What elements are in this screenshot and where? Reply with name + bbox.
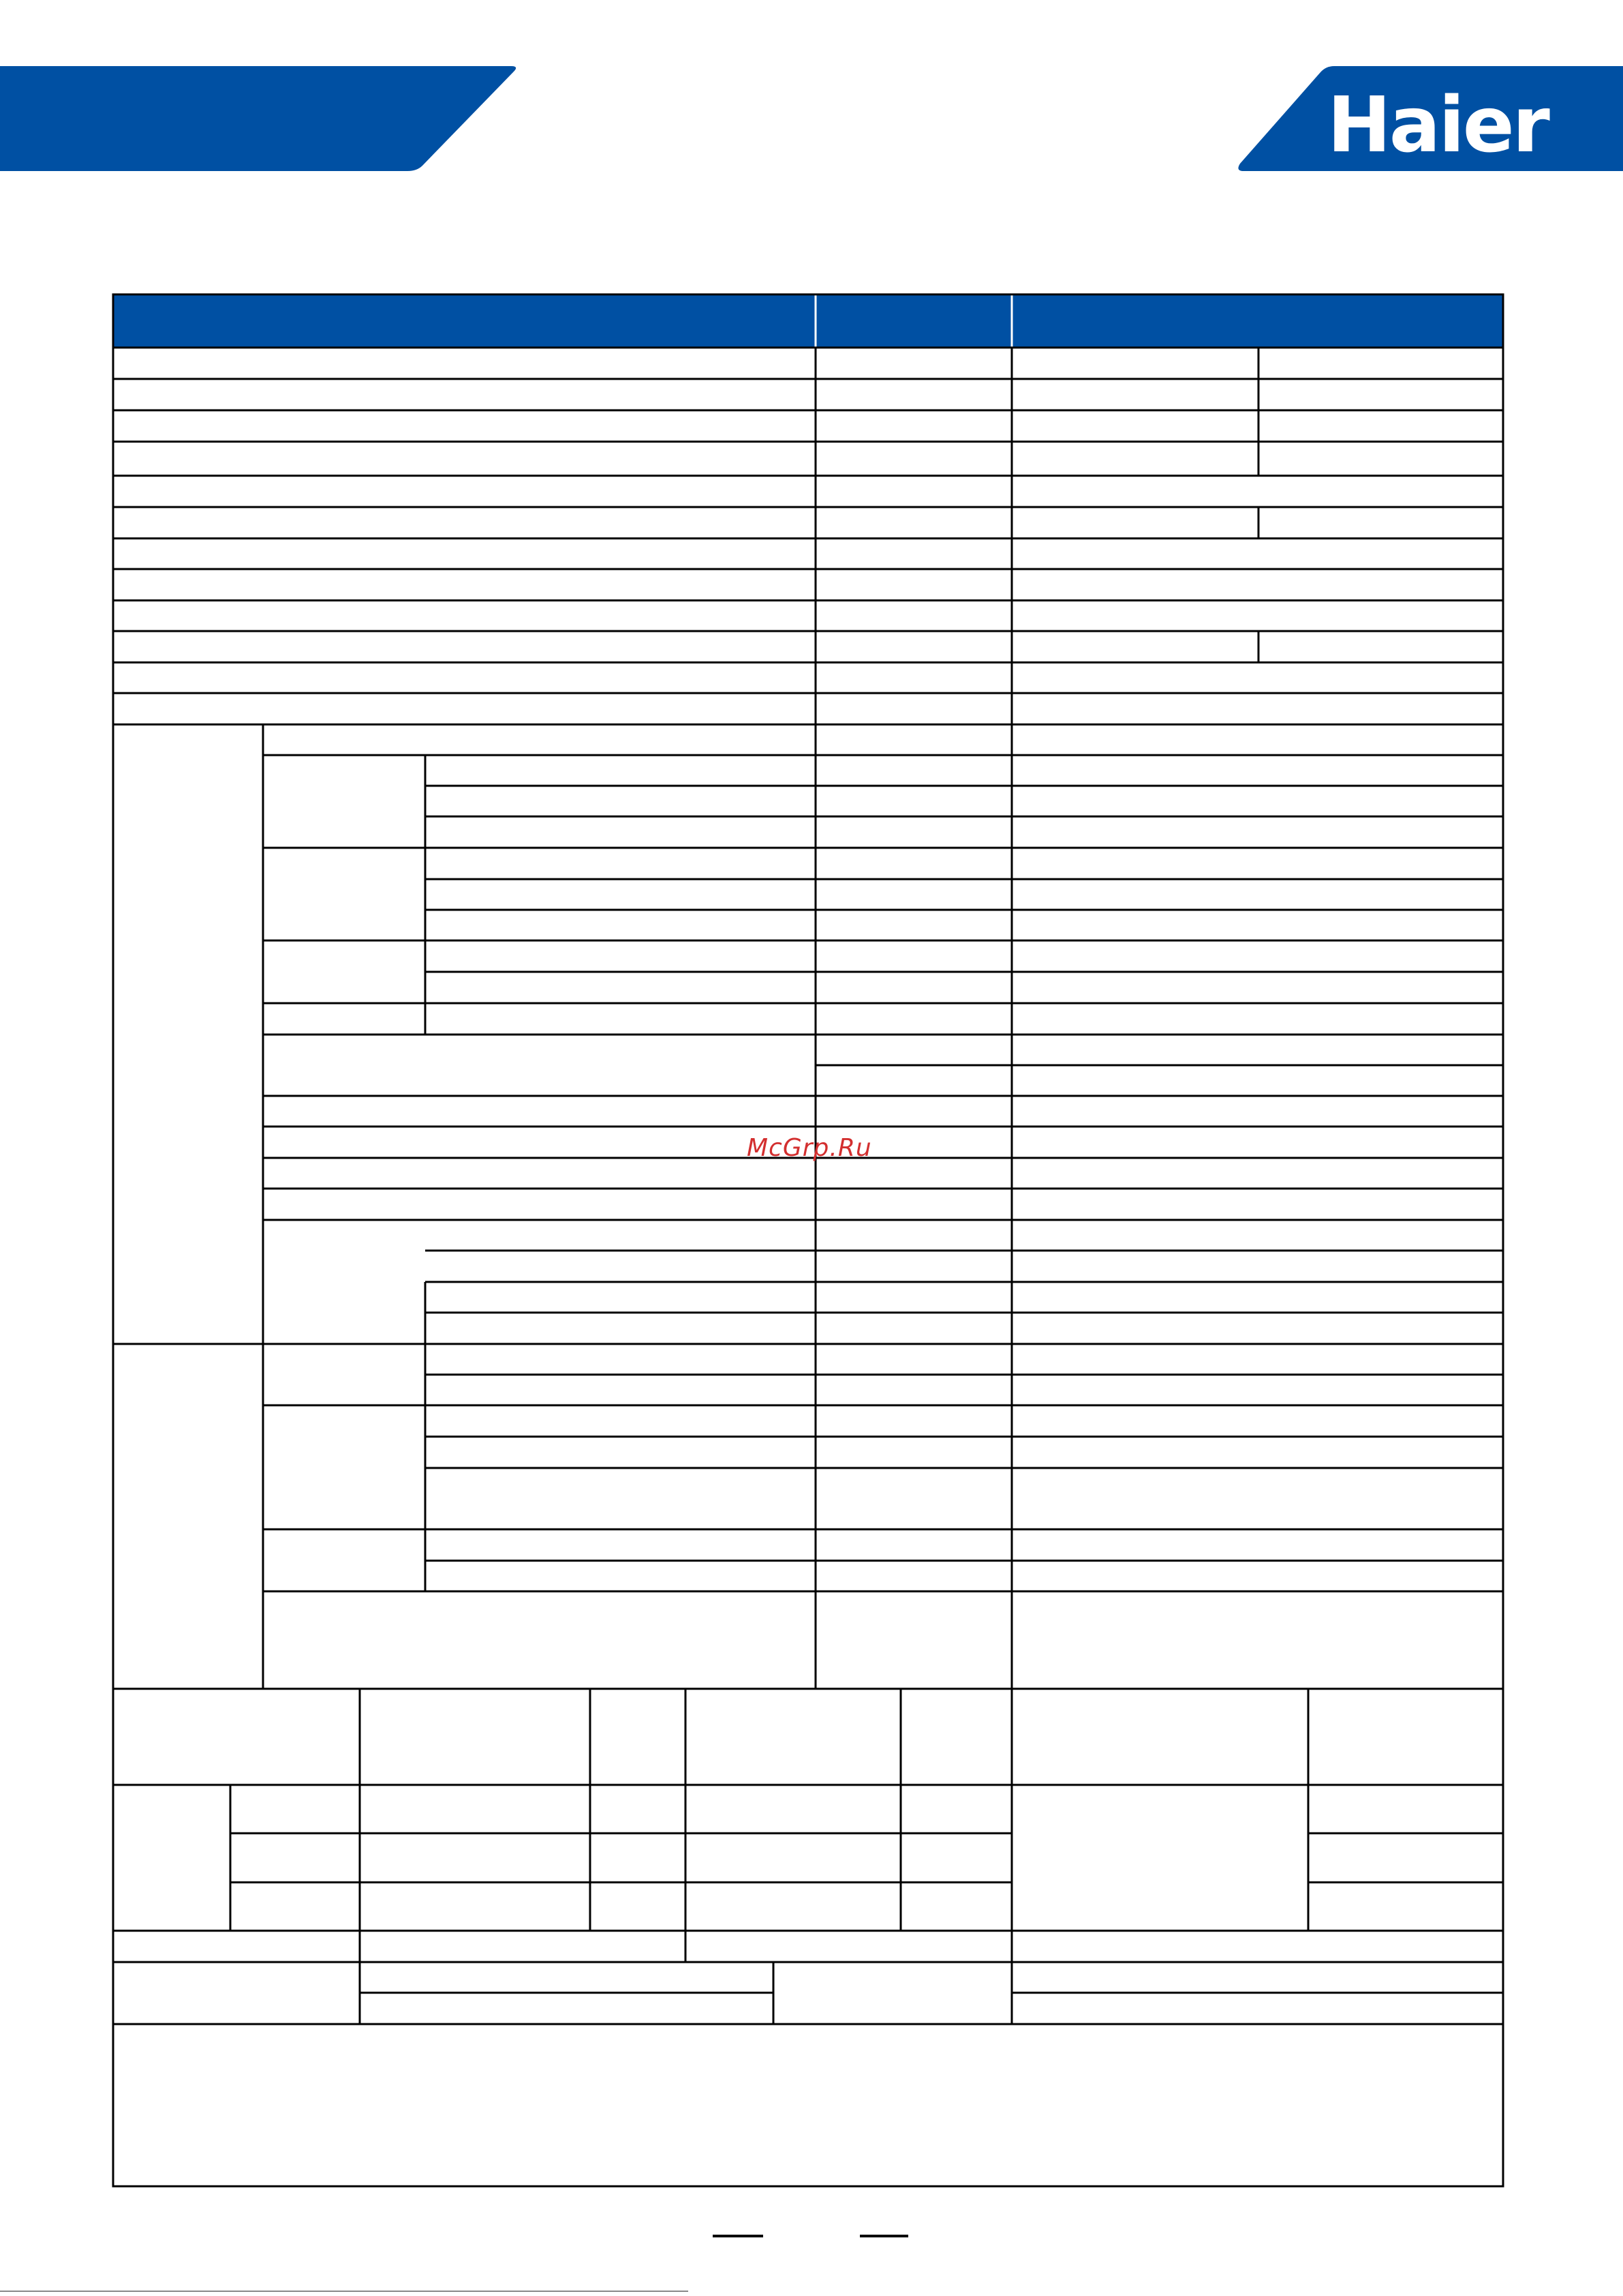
watermark: McGrp.Ru xyxy=(747,1134,872,1162)
brand-logo: Haier xyxy=(1327,81,1548,170)
